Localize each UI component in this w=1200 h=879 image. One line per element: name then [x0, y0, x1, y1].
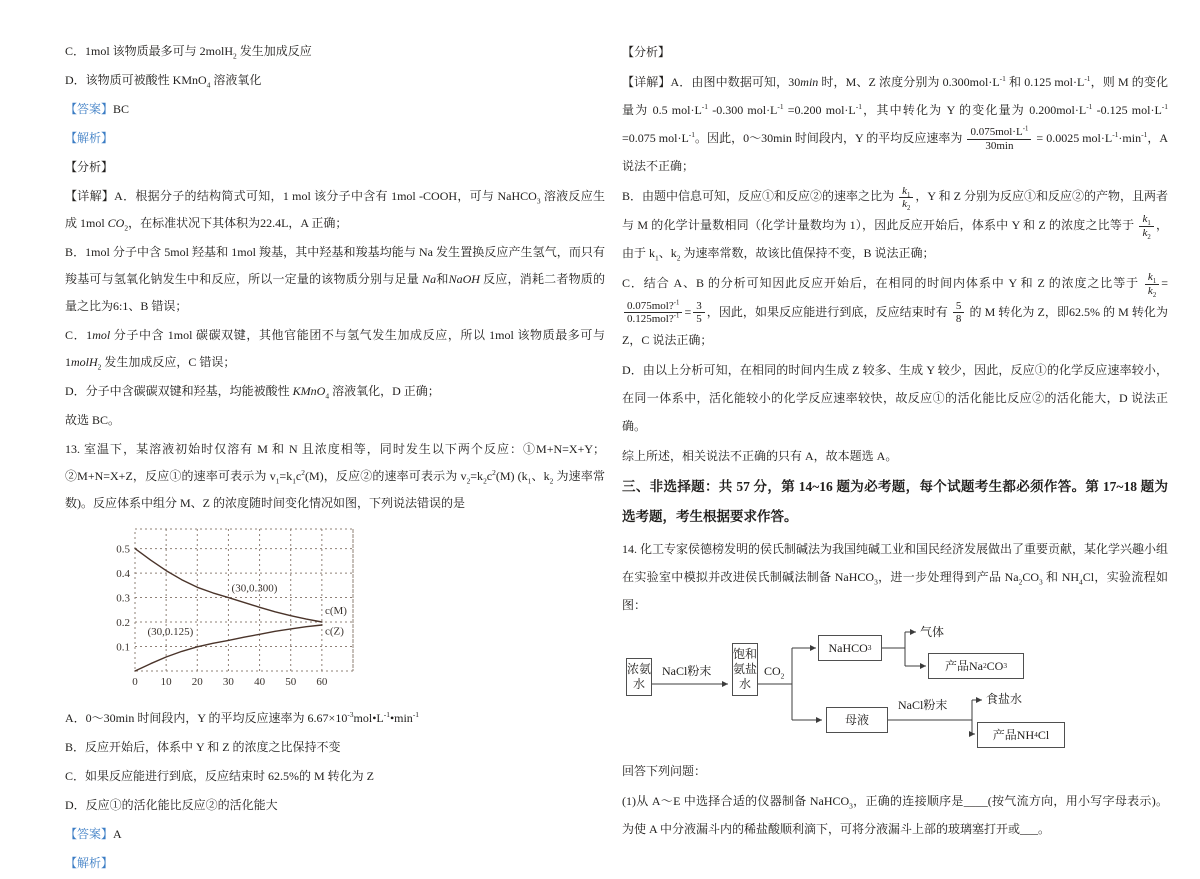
svg-text:(30,0.125): (30,0.125) [147, 625, 194, 638]
q12-fenxi-line: 【分析】 [65, 160, 114, 174]
svg-text:c(M): c(M) [324, 605, 347, 618]
q13-conclusion: 综上所述，相关说法不正确的只有 A，故本题选 A。 [622, 448, 898, 463]
q12-conclusion: 故选 BC。 [65, 413, 121, 427]
q13-stem: 13. 室温下，某溶液初始时仅溶有 M 和 N 且浓度相等，同时发生以下两个反应：①M+N=X+Y；②M+N=X+Z，反应①的速率可表示为 $v_1=k_1c^2(M)$，反应②的速率可表示为 $v_2=k_2c^2(M)$ ($k_1$、$k_2$ 为速率常数)。反应体系中组分 M、Z 的浓度随时间变化情况如图，下列说法错误的是 [65, 442, 605, 510]
node-product-na2co3: 产品Na 2 CO 3 [928, 653, 1024, 679]
arrow-label-nacl-powder-1: NaCl粉末 [662, 663, 712, 678]
svg-text:0.4: 0.4 [116, 568, 130, 581]
concentration-time-chart [91, 521, 605, 701]
q12-option-d: D．该物质可被酸性 KMnO$_4$ 溶液氧化 [65, 73, 262, 90]
svg-text:10: 10 [160, 676, 172, 688]
flow-diagram [622, 622, 1068, 752]
q12-detail-a: 【详解】A．根据分子的结构简式可知，1 mol 该分子中含有 1mol -COOH，可与 NaHCO$_3$ 溶液反应生成 1mol $CO_2$，在标准状况下其体积为22.4L，A 正确； [65, 189, 605, 233]
svg-text:0.3: 0.3 [116, 592, 130, 605]
q13-point-b: B．由题中信息可知，反应①和反应②的速率之比为 $\frac{k_1}{k_2}$ ，Y 和 Z 分别为反应①和反应②的产物，且两者与 M 的化学计量数相同（化学计量数均为 1），因此反应开始后，体系中 Y 和 Z 的浓度之比等于 $\frac{k_1}{k_2}$ ，由于 $k_1$、$k_2$ 为速率常数，故该比值保持不变，B 说法正确； [622, 184, 1168, 263]
q13-option-c: C．如果反应能进行到底，反应结束时 62.5%的 M 转化为 Z [65, 769, 375, 783]
svg-text:0.2: 0.2 [116, 617, 130, 630]
svg-text:40: 40 [254, 676, 266, 688]
svg-text:0.5: 0.5 [116, 543, 130, 556]
arrow-label-co2: $CO_2$ [764, 663, 785, 681]
chart-svg [91, 521, 393, 691]
q12-point-c: C．1mol 分子中含 1mol 碳碳双键，其他官能团不与氢气发生加成反应，所以 1mol 该物质最多可与1molH$_2$ 发生加成反应，C 错误； [65, 328, 605, 372]
q13-option-d: D．反应①的活化能比反应②的活化能大 [65, 798, 278, 812]
answer-value: A [113, 827, 122, 841]
arrow-label-nacl-powder-2: NaCl粉末 [898, 697, 948, 712]
q13-option-a: A．0～30min 时间段内，Y 的平均反应速率为 $6.67\times 10^{-3}mol•L^{-1}•\min^{-1}$ [65, 710, 420, 725]
q13-option-b: B．反应开始后，体系中 Y 和 Z 的浓度之比保持不变 [65, 740, 341, 754]
node-concentrated-ammonia: 浓氨水 [626, 658, 652, 696]
q13-point-c: C．结合 A、B 的分析可知因此反应开始后，在相同的时间内体系中 Y 和 Z 的浓度之比等于 $\frac{k_1}{k_2}$ = $\frac{0.075mol?^{-1}}{0.125mol?^{-1}}$ = $\frac{3}{5}$ ，因此，如果反应能进行到底，反应结束时有 $\frac{5}{8}$ 的 M 转化为 Z，即62.5% 的 M 转化为 Z，C 说法正确； [622, 271, 1168, 347]
q14-sub-question-1: (1)从 A～E 中选择合适的仪器制备 NaHCO$_3$，正确的连接顺序是____(按气流方向，用小写字母表示)。为使 A 中分液漏斗内的稀盐酸顺利滴下，可将分液漏斗上部的玻璃塞打开或___。 [622, 793, 1168, 836]
q12-point-d: D．分子中含碳碳双键和羟基，均能被酸性 KMnO$_4$ 溶液氧化，D 正确； [65, 384, 440, 401]
q13-answer-line [65, 821, 605, 848]
q14-stem: 14. 化工专家侯德榜发明的侯氏制碱法为我国纯碱工业和国民经济发展做出了重要贡献，某化学兴趣小组在实验室中模拟并改进侯氏制碱法制备 NaHCO$_3$，进一步处理得到产品 $Na_2CO_3$ 和 $NH_4Cl$，实验流程如图： [622, 541, 1169, 612]
label-salt-water: 食盐水 [986, 691, 1023, 706]
q12-answer-line [65, 96, 605, 123]
svg-text:20: 20 [191, 676, 203, 688]
svg-text:30: 30 [222, 676, 234, 688]
q13-point-d: D．由以上分析可知，在相同的时间内生成 Z 较多、生成 Y 较少，因此，反应①的化学反应速率较小，在同一体系中，活化能较小的化学反应速率较快，故反应①的活化能比反应②的活化能大，D 说法正确。 [622, 362, 1168, 433]
svg-text:(30,0.300): (30,0.300) [231, 582, 278, 595]
q13-jiexi-line [65, 850, 605, 877]
svg-text:0: 0 [132, 676, 138, 688]
jiexi-label: 【解析】 [65, 856, 114, 870]
label-gas: 气体 [920, 624, 945, 639]
jiexi-label: 【解析】 [65, 131, 114, 145]
svg-text:50: 50 [285, 676, 297, 688]
q12-point-b: B．1mol 分子中含 5mol 羟基和 1mol 羧基，其中羟基和羧基均能与 Na 发生置换反应产生氢气，而只有羧基可与氢氧化钠发生中和反应，所以一定量的该物质分别与足量 Na和NaOH 反应，消耗二者物质的量之比为6:1、B 错误； [65, 245, 605, 313]
node-mother-liquor: 母液 [826, 707, 888, 733]
left-column [65, 38, 605, 879]
q13-detail-a: 【详解】A．由图中数据可知，30min 时，M、Z 浓度分别为 $0.300mol\cdot L^{-1}$ 和 0.125 $mol\cdot L^{-1}$，则 M 的变化量为 0.5 $mol\cdot L^{-1}$ -0.300 $mol\cdot L^{-1} =0.200$ $mol\cdot L^{-1}$，其中转化为 Y 的变化量为 $0.200mol\cdot L^{-1}$ -0.125 $mol\cdot L^{-1} =0.075$ $mol\cdot L^{-1}$。因此，0～30min 时间段内，Y 的平均反应速率为 $\frac{0.075mol\cdot L^{-1}}{30\min}$ = 0.0025 $mol\cdot L^{-1}\cdot\min^{-1}$，A 说法不正确； [622, 74, 1169, 174]
q12-option-c: C．1mol 该物质最多可与 2molH$_2$ 发生加成反应 [65, 44, 312, 61]
svg-text:c(Z): c(Z) [324, 625, 344, 638]
q14-answer-prompt: 回答下列问题： [622, 763, 707, 778]
answer-label: 【答案】 [65, 102, 114, 116]
svg-text:60: 60 [316, 676, 328, 688]
node-product-nh4cl: 产品NH 4 Cl [977, 722, 1065, 748]
q13-fenxi-line: 【分析】 [622, 45, 671, 59]
right-column [622, 38, 1168, 845]
node-saturated-ammonia-brine: 饱和氨盐水 [732, 643, 758, 696]
q12-jiexi-line [65, 125, 605, 152]
answer-value: BC [113, 102, 130, 116]
answer-label: 【答案】 [65, 827, 114, 841]
section-3-heading: 三、非选择题：共 57 分，第 14~16 题为必考题，每个试题考生都必须作答。第 17~18 题为选考题，考生根据要求作答。 [622, 478, 1168, 524]
node-nahco3: NaHCO 3 [818, 635, 882, 661]
svg-text:0.1: 0.1 [116, 641, 130, 654]
